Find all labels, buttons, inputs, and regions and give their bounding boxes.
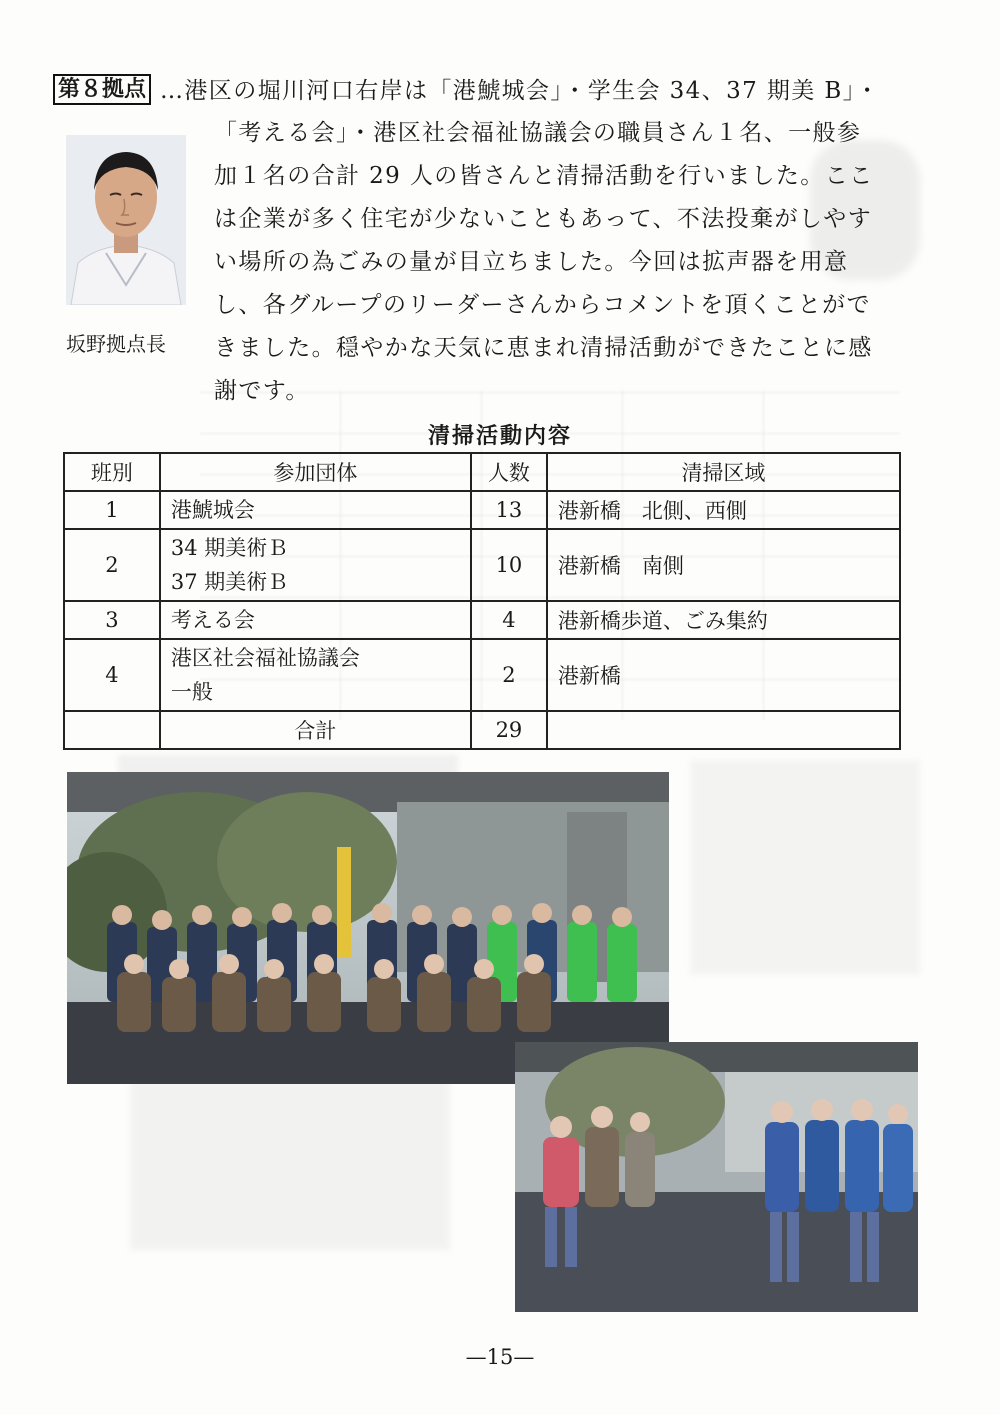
total-empty-cell	[547, 711, 900, 749]
table-row	[64, 491, 900, 529]
member-count: 2	[471, 639, 547, 711]
table-total-row	[64, 711, 900, 749]
table-title: 清掃活動内容	[427, 423, 572, 449]
show-through-shape	[130, 1080, 450, 1250]
paragraph-line: 「考える会」・港区社会福祉協議会の職員さん１名、一般参	[214, 120, 862, 146]
group-name	[160, 601, 471, 639]
header-area: 清掃区域	[547, 453, 900, 491]
group-name-line: 港鯱城会	[170, 498, 255, 522]
total-empty-cell	[64, 711, 160, 749]
cleaning-area: 港新橋 北側、西側	[547, 491, 900, 529]
cleaning-area: 港新橋 南側	[547, 529, 900, 601]
group-name	[160, 639, 471, 711]
table-row	[64, 601, 900, 639]
member-count: 4	[471, 601, 547, 639]
portrait-photo	[66, 135, 186, 305]
team-number: 2	[64, 529, 160, 601]
group-name	[160, 491, 471, 529]
group-name-line: 34 期美術Ｂ	[170, 536, 289, 560]
team-number: 4	[64, 639, 160, 711]
portrait-caption: 坂野拠点長	[66, 332, 166, 356]
section-label: 第８拠点	[53, 74, 151, 105]
group-name-line: 37 期美術Ｂ	[170, 570, 289, 594]
group-name-line: 一般	[170, 680, 213, 704]
table-row	[64, 639, 900, 711]
table-row	[64, 529, 900, 601]
meeting-photo	[515, 1042, 918, 1312]
header-count: 人数	[471, 453, 547, 491]
paragraph-line: し、各グループのリーダーさんからコメントを頂くことがで	[214, 292, 871, 318]
activity-table	[63, 452, 901, 750]
header-group: 参加団体	[160, 453, 471, 491]
table-header-row	[64, 453, 900, 491]
cleaning-area: 港新橋	[547, 639, 900, 711]
header-team: 班別	[64, 453, 160, 491]
paragraph-line: い場所の為ごみの量が目立ちました。今回は拡声器を用意	[214, 249, 849, 275]
group-photo-illustration	[67, 772, 669, 1084]
team-number: 3	[64, 601, 160, 639]
group-name-line: 港区社会福祉協議会	[170, 646, 360, 670]
group-photo	[67, 772, 669, 1084]
paragraph-line: 加１名の合計 29 人の皆さんと清掃活動を行いました。ここ	[214, 163, 874, 189]
page-number: —15—	[465, 1345, 535, 1369]
member-count: 10	[471, 529, 547, 601]
meeting-photo-illustration	[515, 1042, 918, 1312]
total-label: 合計	[160, 711, 471, 749]
member-count: 13	[471, 491, 547, 529]
group-name	[160, 529, 471, 601]
portrait-illustration	[66, 135, 186, 305]
paragraph-line: は企業が多く住宅が少ないこともあって、不法投棄がしやす	[214, 206, 873, 232]
cleaning-area: 港新橋歩道、ごみ集約	[547, 601, 900, 639]
group-name-line: 考える会	[170, 608, 255, 632]
team-number: 1	[64, 491, 160, 529]
paragraph-line: …港区の堀川河口右岸は「港鯱城会」・学生会 34、37 期美 B」・	[160, 78, 880, 104]
show-through-shape	[690, 760, 920, 975]
total-count: 29	[471, 711, 547, 749]
paragraph-line: 謝です。	[214, 378, 310, 404]
paragraph-line: きました。穏やかな天気に恵まれ清掃活動ができたことに感	[214, 335, 873, 361]
